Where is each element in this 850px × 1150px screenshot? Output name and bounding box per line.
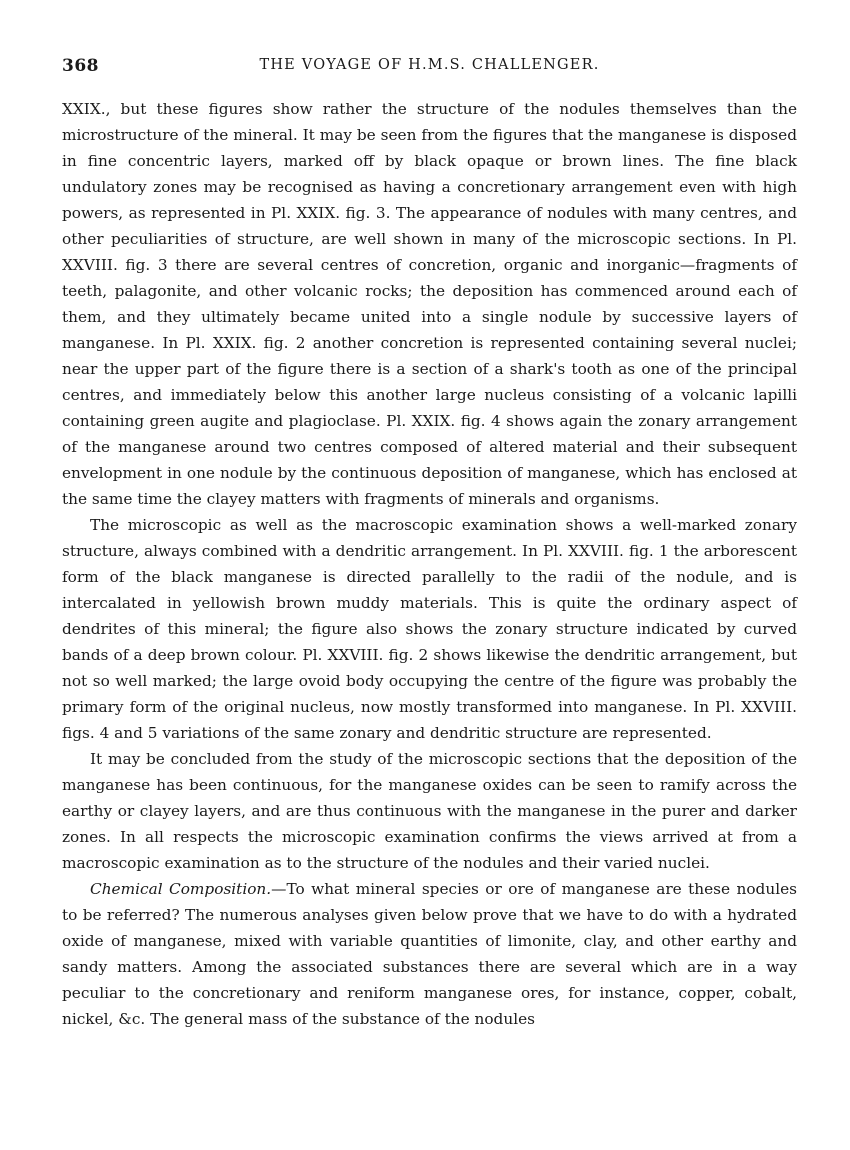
running-head bbox=[62, 56, 797, 82]
paragraph-chemical-composition bbox=[62, 876, 797, 1032]
book-page bbox=[62, 56, 797, 1032]
section-heading: Chemical Composition. bbox=[90, 880, 272, 898]
page-number: 368 bbox=[62, 56, 99, 76]
body-text bbox=[62, 96, 797, 1032]
paragraph-continued: XXIX., but these figures show rather the structure of the nodules themselves than the microstructure of the mineral. It may be seen from the figures that the manganese is disposed in fine concentric layers, marked off by black opaque or brown lines. The fine black undulatory zones may be recognised as having a concretionary arrangement even with high powers, as represented in Pl. XXIX. fig. 3. The appearance of nodules with many centres, and other peculiarities of structure, are well shown in many of the microscopic sections. In Pl. XXVIII. fig. 3 there are several centres of concretion, organic and inorganic—fragments of teeth, palagonite, and other volcanic rocks; the deposition has commenced around each of them, and they ultimately became united into a single nodule by successive layers of manganese. In Pl. XXIX. fig. 2 another concretion is represented containing several nuclei; near the upper part of the figure there is a section of a shark's tooth as one of the principal centres, and immediately below this another large nucleus consisting of a volcanic lapilli containing green augite and plagioclase. Pl. XXIX. fig. 4 shows again the zonary arrangement of the manganese around two centres composed of altered material and their subsequent envelopment in one nodule by the continuous deposition of manganese, which has enclosed at the same time the clayey matters with fragments of minerals and organisms. bbox=[62, 100, 797, 508]
paragraph-text: —To what mineral species or ore of manganese are these nodules to be referred? The numerous analyses given below prove that we have to do with a hydrated oxide of manganese, mixed with variable quantities of limonite, clay, and other earthy and sandy matters. Among the associated substances there are several which are in a way peculiar to the concretionary and reniform manganese ores, for instance, copper, cobalt, nickel, &c. The general mass of the substance of the nodules bbox=[62, 880, 797, 1028]
running-title: THE VOYAGE OF H.M.S. CHALLENGER. bbox=[259, 57, 600, 73]
paragraph-structure: The microscopic as well as the macroscopic examination shows a well-marked zonary structure, always combined with a dendritic arrangement. In Pl. XXVIII. fig. 1 the arborescent form of the black manganese is directed parallelly to the radii of the nodule, and is intercalated in yellowish brown muddy materials. This is quite the ordinary aspect of dendrites of this mineral; the figure also shows the zonary structure indicated by curved bands of a deep brown colour. Pl. XXVIII. fig. 2 shows likewise the dendritic arrangement, but not so well marked; the large ovoid body occupying the centre of the figure was probably the primary form of the original nucleus, now mostly transformed into manganese. In Pl. XXVIII. figs. 4 and 5 variations of the same zonary and dendritic structure are represented. bbox=[62, 516, 797, 742]
paragraph-conclusion: It may be concluded from the study of the microscopic sections that the deposition of the manganese has been continuous, for the manganese oxides can be seen to ramify across the earthy or clayey layers, and are thus continuous with the manganese in the purer and darker zones. In all respects the microscopic examination confirms the views arrived at from a macroscopic examination as to the structure of the nodules and their varied nuclei. bbox=[62, 750, 797, 872]
